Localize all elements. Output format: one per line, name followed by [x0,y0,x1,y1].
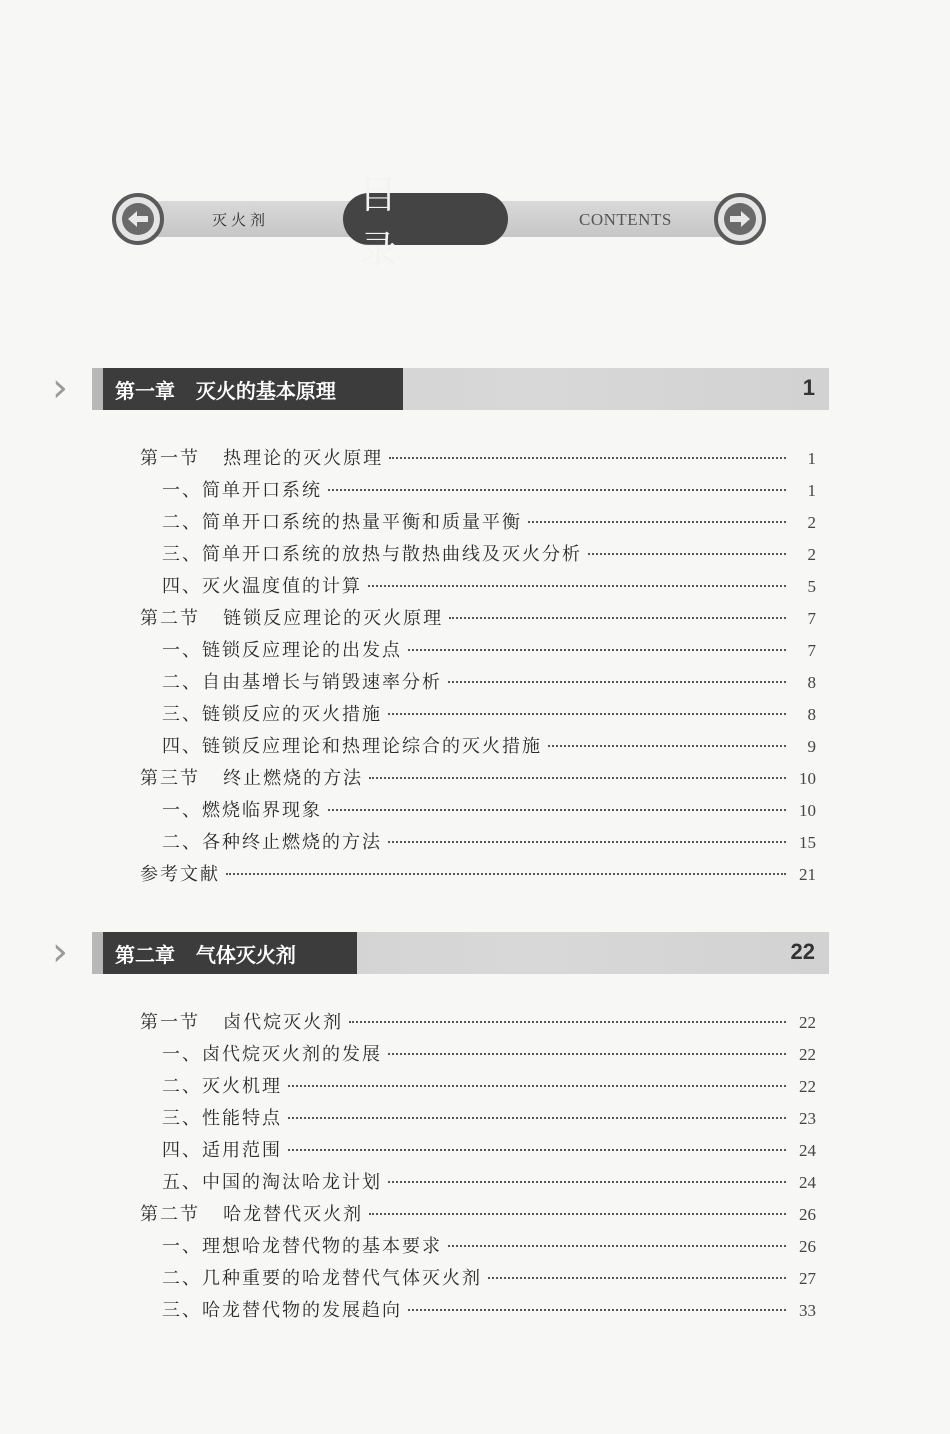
leader-dots [288,1117,786,1119]
toc-entry[interactable] [140,1008,816,1036]
toc-entry[interactable] [162,828,816,856]
toc-entry-label: 四、灭火温度值的计算 [162,576,362,597]
toc-entry[interactable] [140,604,816,632]
chapter-title: 第二章 气体灭火剂 [103,932,357,974]
toc-entry-label: 四、链锁反应理论和热理论综合的灭火措施 [162,736,542,757]
toc-entry-page: 33 [799,1301,816,1320]
toc-entry-page: 27 [799,1269,816,1288]
leader-dots [288,1085,786,1087]
toc-entry-page: 8 [807,705,816,724]
toc-entry-label: 第一节 卤代烷灭火剂 [140,1012,344,1033]
toc-entry-page: 7 [807,609,816,628]
toc-entry[interactable] [162,1296,816,1324]
toc-entry-page: 10 [799,769,816,788]
leader-dots [388,1053,786,1055]
toc-entry-page: 10 [799,801,816,820]
leader-dots [448,681,786,683]
toc-entry[interactable] [162,700,816,728]
leader-dots [328,809,786,811]
prev-button[interactable] [112,193,164,245]
toc-entry-page: 15 [799,833,816,852]
leader-dots [548,745,786,747]
toc-entry-page: 2 [807,545,816,564]
toc-entry-label: 第三节 终止燃烧的方法 [140,768,364,789]
leader-dots [388,713,786,715]
toc-entry-label: 二、灭火机理 [162,1076,282,1097]
toc-entry-label: 一、理想哈龙替代物的基本要求 [162,1236,442,1257]
toc-entry-label: 四、适用范围 [162,1140,282,1161]
toc-entry-page: 24 [799,1141,816,1160]
toc-entry-page: 22 [799,1045,816,1064]
toc-entry[interactable] [162,508,816,536]
book-title: 灭火剂 [212,211,270,229]
chapter-page: 1 [802,375,815,400]
toc-entry[interactable] [162,636,816,664]
chapter-heading[interactable] [92,932,829,974]
toc-entry-page: 23 [799,1109,816,1128]
toc-entry[interactable] [162,1104,816,1132]
toc-entry-label: 一、卤代烷灭火剂的发展 [162,1044,382,1065]
toc-entry-label: 五、中国的淘汰哈龙计划 [162,1172,382,1193]
toc-entry-page: 21 [799,865,816,884]
toc-entry-label: 第二节 哈龙替代灭火剂 [140,1204,364,1225]
toc-entry[interactable] [162,732,816,760]
toc-entry-label: 第一节 热理论的灭火原理 [140,448,384,469]
chapter-heading[interactable] [92,368,829,410]
chapter-bar-edge [92,368,103,410]
toc-entry[interactable] [162,1040,816,1068]
toc-entry[interactable] [162,1232,816,1260]
toc-entry-label: 一、燃烧临界现象 [162,800,322,821]
toc-entry[interactable] [140,444,816,472]
toc-entry-label: 三、简单开口系统的放热与散热曲线及灭火分析 [162,544,582,565]
chapter-marker-icon: › [52,929,68,975]
leader-dots [588,553,786,555]
toc-entry[interactable] [162,540,816,568]
leader-dots [328,489,786,491]
toc-entry-page: 5 [807,577,816,596]
chapter-page: 22 [790,939,815,964]
toc-entry[interactable] [162,1136,816,1164]
toc-entry-page: 8 [807,673,816,692]
leader-dots [488,1277,786,1279]
toc-entry-page: 26 [799,1237,816,1256]
toc-entry-page: 22 [799,1077,816,1096]
leader-dots [388,841,786,843]
toc-entry-label: 二、简单开口系统的热量平衡和质量平衡 [162,512,522,533]
toc-entry[interactable] [162,1264,816,1292]
toc-entry[interactable] [162,1072,816,1100]
toc-entry-page: 22 [799,1013,816,1032]
toc-entry[interactable] [140,764,816,792]
leader-dots [368,585,786,587]
toc-entry[interactable] [162,572,816,600]
leader-dots [389,457,786,459]
chapter-marker-icon: › [52,365,68,411]
next-button[interactable] [714,193,766,245]
arrow-left-icon [122,203,154,235]
toc-entry-label: 三、链锁反应的灭火措施 [162,704,382,725]
toc-entry-page: 2 [807,513,816,532]
toc-entry[interactable] [162,476,816,504]
leader-dots [448,1245,786,1247]
toc-entry-label: 三、性能特点 [162,1108,282,1129]
toc-entry-label: 二、自由基增长与销毁速率分析 [162,672,442,693]
leader-dots [349,1021,786,1023]
toc-entry-page: 26 [799,1205,816,1224]
leader-dots [226,873,786,875]
page-title: 目 录 [343,193,508,245]
toc-entry[interactable] [140,1200,816,1228]
toc-entry-label: 三、哈龙替代物的发展趋向 [162,1300,402,1321]
toc-entry-label: 一、简单开口系统 [162,480,322,501]
leader-dots [288,1149,786,1151]
header-banner [112,173,766,272]
arrow-right-icon [724,203,756,235]
leader-dots [528,521,786,523]
toc-entry[interactable] [162,668,816,696]
leader-dots [408,1309,786,1311]
toc-entry-label: 参考文献 [140,864,220,885]
toc-entry[interactable] [140,860,816,888]
contents-label: CONTENTS [579,210,672,229]
leader-dots [369,1213,786,1215]
toc-entry-label: 一、链锁反应理论的出发点 [162,640,402,661]
leader-dots [449,617,786,619]
toc-entry-page: 1 [807,481,816,500]
leader-dots [388,1181,786,1183]
leader-dots [369,777,786,779]
toc-entry[interactable] [162,796,816,824]
toc-entry-label: 二、几种重要的哈龙替代气体灭火剂 [162,1268,482,1289]
toc-entry-label: 第二节 链锁反应理论的灭火原理 [140,608,444,629]
toc-entry[interactable] [162,1168,816,1196]
toc-entry-page: 7 [807,641,816,660]
toc-entry-label: 二、各种终止燃烧的方法 [162,832,382,853]
chapter-bar-edge [92,932,103,974]
toc-entry-page: 1 [807,449,816,468]
toc-entry-page: 9 [807,737,816,756]
toc-entry-page: 24 [799,1173,816,1192]
chapter-title: 第一章 灭火的基本原理 [103,368,403,410]
leader-dots [408,649,786,651]
